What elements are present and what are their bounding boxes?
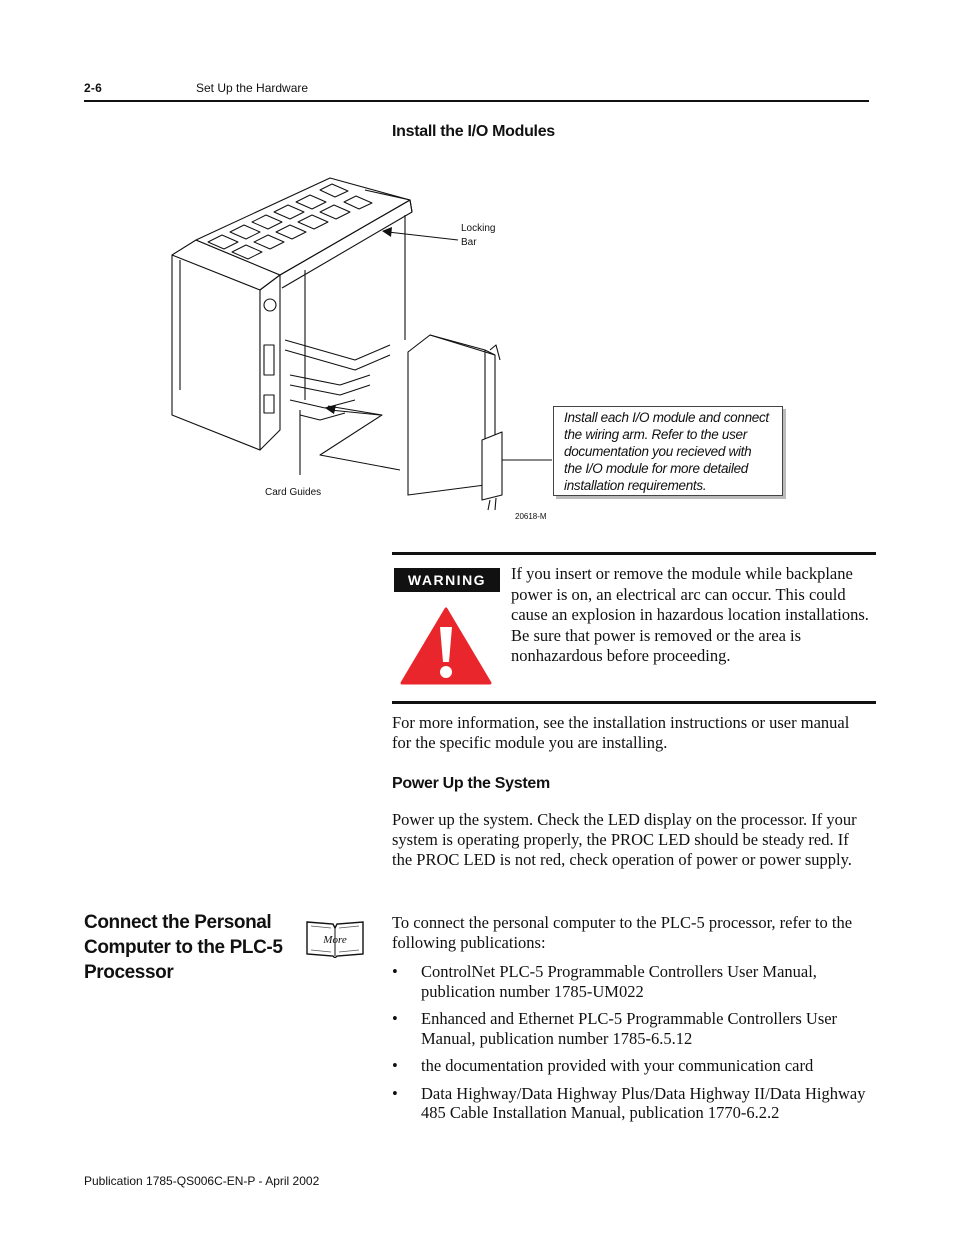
publication-list: [392, 962, 872, 1131]
figure-number: 20618-M: [515, 512, 547, 521]
warning-text: If you insert or remove the module while backplane power is on, an electrical arc can occur. This could cause an explosion in hazardous location installations. Be sure that power is removed or the area is nonhazardous before proceeding.: [511, 564, 869, 665]
page-number: 2-6: [84, 81, 102, 95]
page-header: [84, 80, 869, 102]
card-guides-label: Card Guides: [265, 487, 322, 498]
warning-block: [392, 552, 876, 704]
io-module-figure: [160, 170, 800, 530]
chapter-title: Set Up the Hardware: [196, 81, 309, 95]
connect-heading: Connect the Personal Computer to the PLC-5 Processor: [84, 912, 283, 983]
warning-badge: WARNING: [394, 568, 500, 592]
power-up-heading: Power Up the System: [392, 775, 550, 792]
list-item: • Data Highway/Data Highway Plus/Data Highway II/Data Highway 485 Cable Installation Manual, publication 1770-6.2.2: [392, 1083, 866, 1122]
power-up-text: Power up the system. Check the LED display on the processor. If your system is operating properly, the PROC LED should be steady red. If the PROC LED is not red, check operation of power or power supply.: [392, 810, 857, 869]
install-io-heading: Install the I/O Modules: [392, 123, 555, 140]
install-callout: Install each I/O module and connect the wiring arm. Refer to the user documentation you recieved with the I/O module for more detailed installation requirements.: [553, 406, 783, 496]
more-info-text: For more information, see the installation instructions or user manual for the specific module you are installing.: [392, 713, 850, 752]
list-item: • ControlNet PLC-5 Programmable Controllers User Manual, publication number 1785-UM022: [392, 962, 817, 1001]
connect-intro: To connect the personal computer to the PLC-5 processor, refer to the following publications:: [392, 913, 853, 952]
list-item: • Enhanced and Ethernet PLC-5 Programmable Controllers User Manual, publication number 1785-6.5.12: [392, 1009, 838, 1048]
locking-bar-label: Locking Bar: [461, 223, 496, 248]
warning-triangle-icon: [400, 607, 492, 687]
page-footer: Publication 1785-QS006C-EN-P - April 2002: [84, 1174, 320, 1188]
more-book-icon: [305, 918, 365, 958]
list-item: • the documentation provided with your communication card: [392, 1056, 814, 1075]
more-icon-label: More: [323, 934, 347, 946]
